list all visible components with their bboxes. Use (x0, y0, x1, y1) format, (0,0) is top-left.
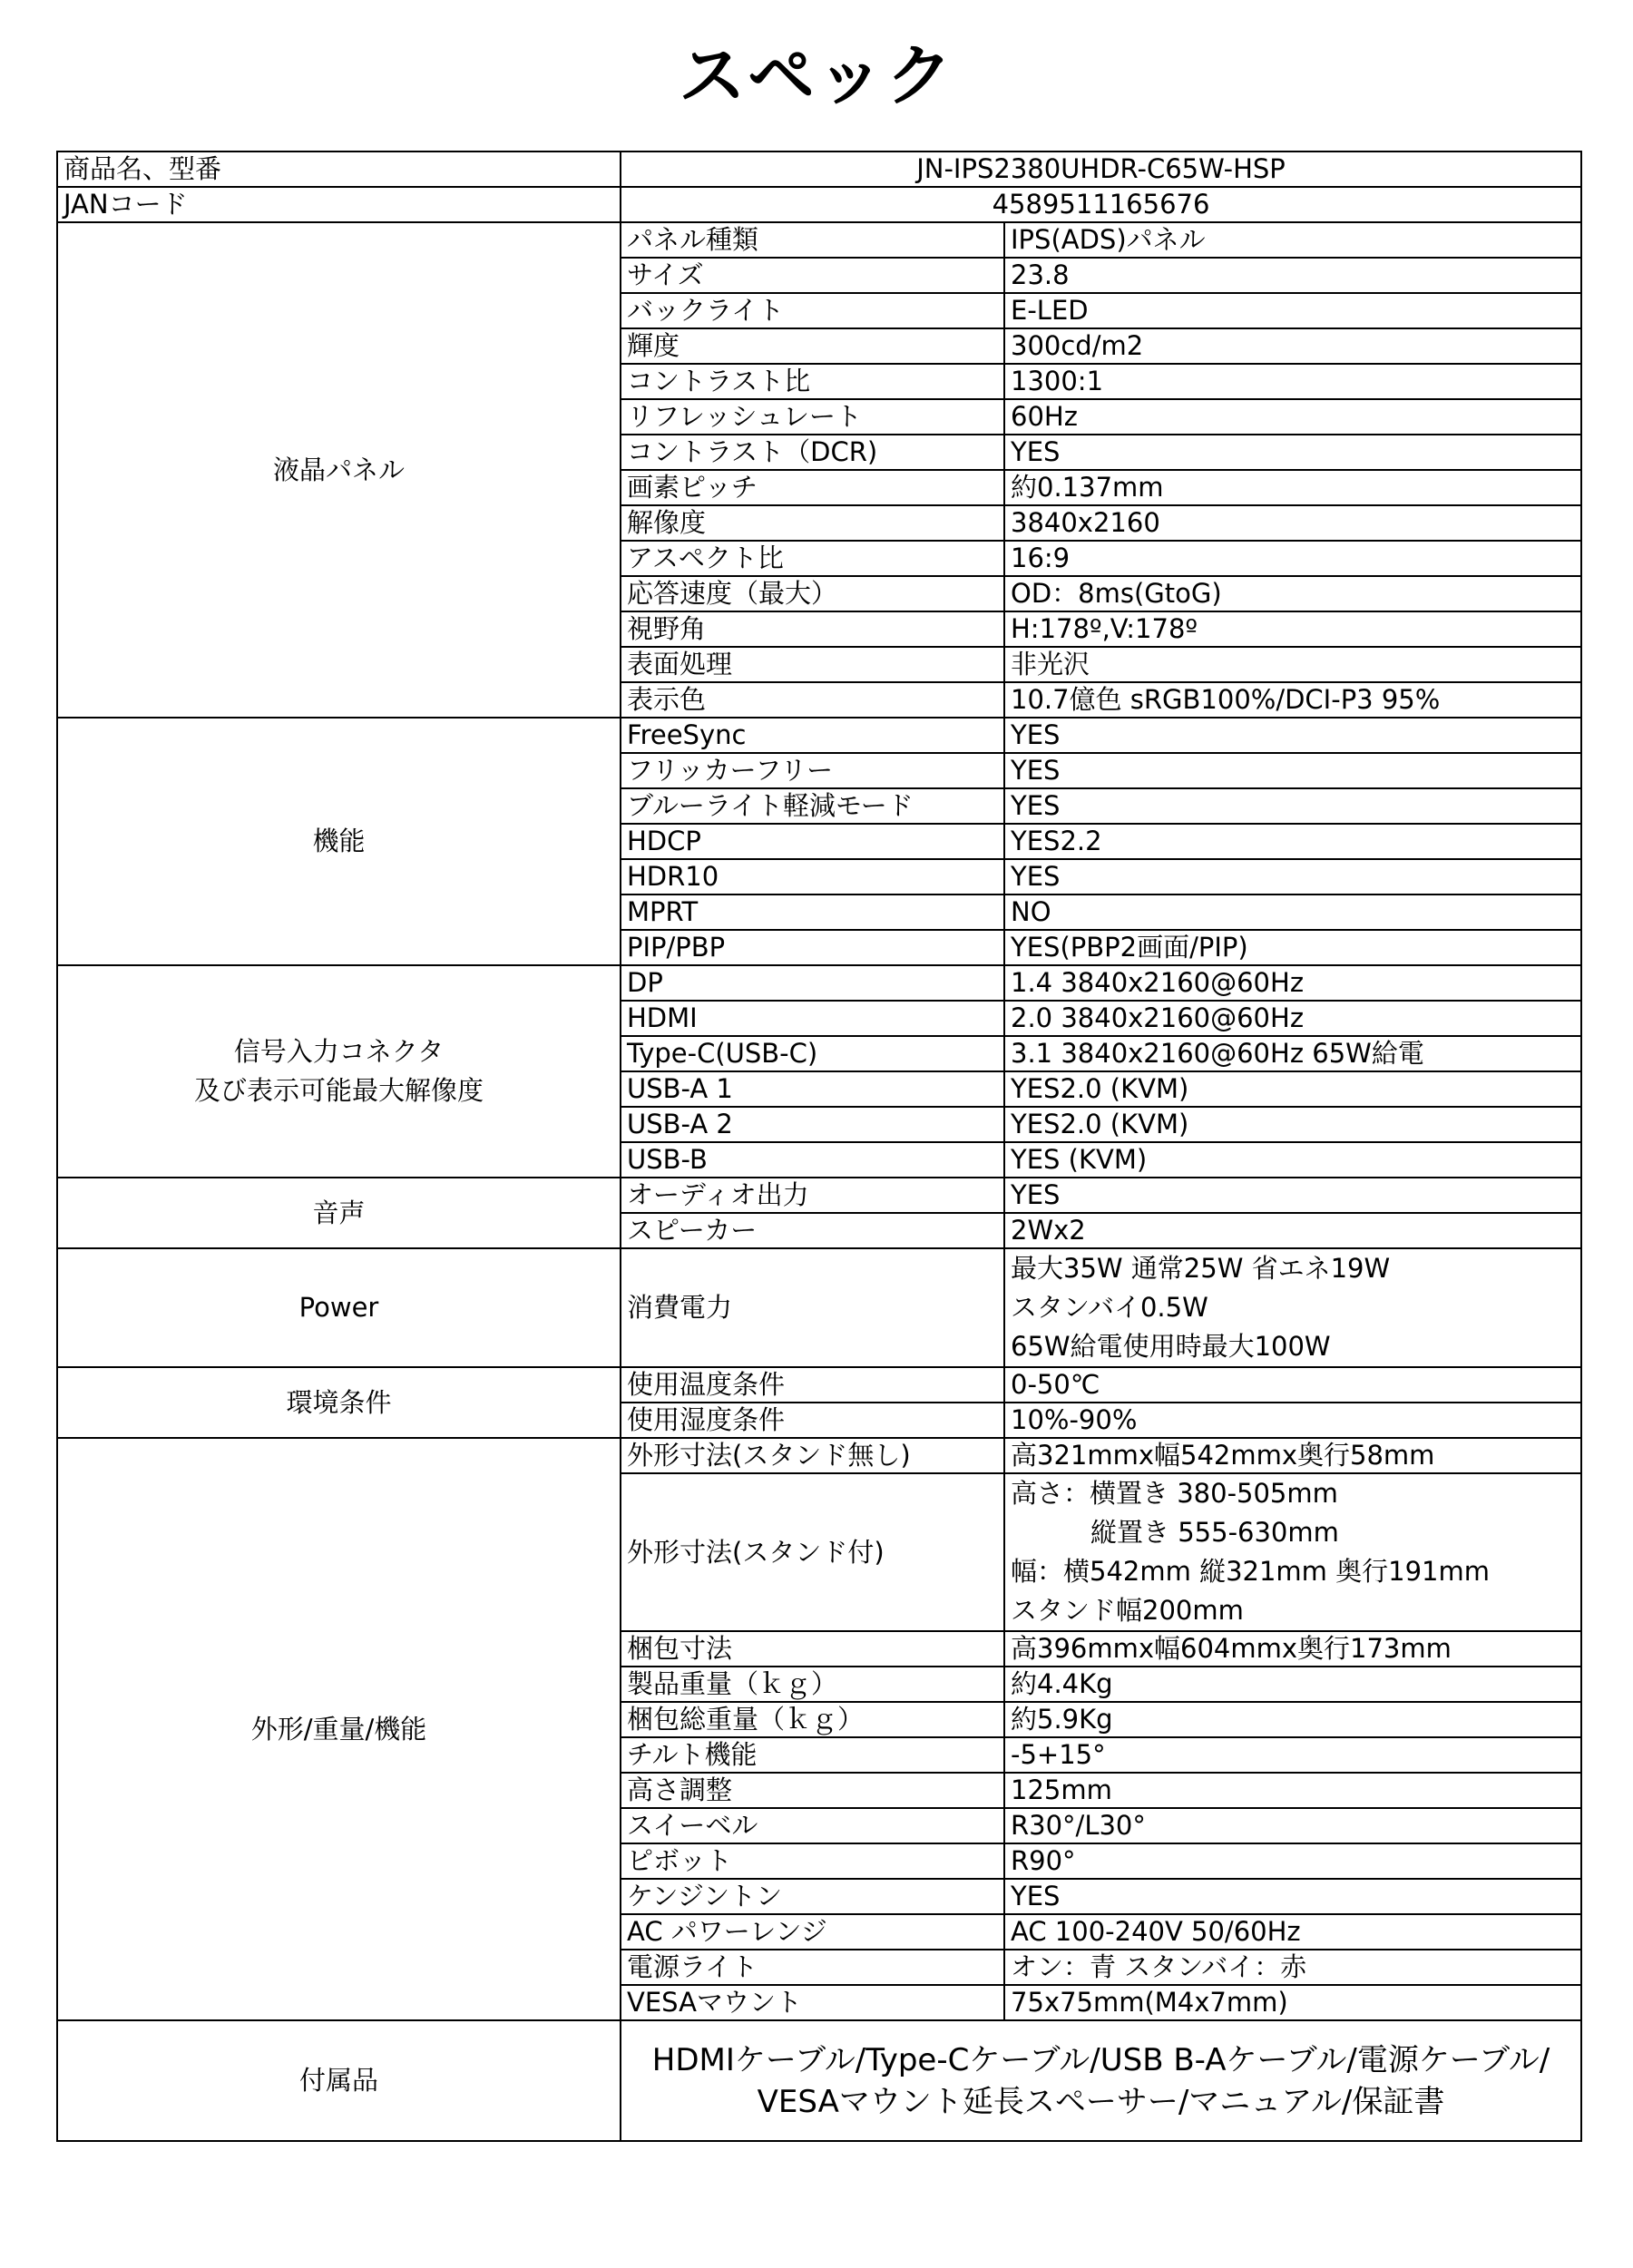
spec-label: 電源ライト (621, 1950, 1004, 1985)
spec-value: YES (1004, 859, 1581, 894)
field-value: 4589511165676 (621, 187, 1581, 222)
spec-label: 視野角 (621, 611, 1004, 647)
spec-label: PIP/PBP (621, 930, 1004, 965)
spec-label: コントラスト（DCR) (621, 435, 1004, 470)
spec-label: 画素ピッチ (621, 470, 1004, 505)
spec-label: MPRT (621, 894, 1004, 930)
category-label: 外形/重量/機能 (57, 1438, 621, 2020)
spec-value: NO (1004, 894, 1581, 930)
spec-value: 高396mmx幅604mmx奥行173mm (1004, 1631, 1581, 1667)
spec-value: YES (1004, 788, 1581, 824)
spec-label: HDMI (621, 1001, 1004, 1036)
spec-table (56, 151, 1582, 2142)
spec-label: 応答速度（最大） (621, 576, 1004, 611)
spec-value: 高321mmx幅542mmx奥行58mm (1004, 1438, 1581, 1473)
spec-value: 10%-90% (1004, 1403, 1581, 1438)
spec-value: OD：8ms(GtoG) (1004, 576, 1581, 611)
spec-label: バックライト (621, 293, 1004, 328)
spec-label: DP (621, 965, 1004, 1001)
spec-label: オーディオ出力 (621, 1178, 1004, 1213)
spec-value (1004, 1473, 1581, 1631)
table-row (57, 1438, 1581, 1473)
spec-value: YES (1004, 753, 1581, 788)
spec-value: 0-50℃ (1004, 1367, 1581, 1403)
spec-value: YES (KVM) (1004, 1142, 1581, 1178)
page-title: スペック (679, 37, 954, 115)
spec-value: IPS(ADS)パネル (1004, 222, 1581, 258)
spec-value: 60Hz (1004, 399, 1581, 435)
spec-label: 使用温度条件 (621, 1367, 1004, 1403)
table-row (57, 222, 1581, 258)
spec-value: 23.8 (1004, 258, 1581, 293)
spec-value-line: スタンド幅200mm (1011, 1595, 1244, 1626)
spec-label: コントラスト比 (621, 364, 1004, 399)
spec-value: 2Wx2 (1004, 1213, 1581, 1248)
category-label: 機能 (57, 718, 621, 965)
spec-label: Type-C(USB-C) (621, 1036, 1004, 1071)
spec-value: 非光沢 (1004, 647, 1581, 682)
spec-label: ケンジントン (621, 1879, 1004, 1914)
spec-label: HDCP (621, 824, 1004, 859)
spec-label: アスペクト比 (621, 541, 1004, 576)
category-label: 音声 (57, 1178, 621, 1248)
table-row (57, 187, 1581, 222)
category-label-line: 及び表示可能最大解像度 (193, 1075, 484, 1106)
spec-label: 外形寸法(スタンド付) (621, 1473, 1004, 1631)
spec-label: 高さ調整 (621, 1773, 1004, 1808)
spec-label: USB-B (621, 1142, 1004, 1178)
table-row (57, 718, 1581, 753)
spec-value: YES (1004, 718, 1581, 753)
spec-value: 75x75mm(M4x7mm) (1004, 1985, 1581, 2020)
spec-label: スピーカー (621, 1213, 1004, 1248)
spec-value: 約0.137mm (1004, 470, 1581, 505)
spec-label: スイーベル (621, 1808, 1004, 1843)
spec-value-line: 65W給電使用時最大100W (1011, 1331, 1331, 1362)
spec-value: 125mm (1004, 1773, 1581, 1808)
spec-value: YES2.2 (1004, 824, 1581, 859)
spec-value: 300cd/m2 (1004, 328, 1581, 364)
spec-label: リフレッシュレート (621, 399, 1004, 435)
table-row (57, 152, 1581, 187)
spec-label: サイズ (621, 258, 1004, 293)
spec-value: H:178º,V:178º (1004, 611, 1581, 647)
spec-value: E-LED (1004, 293, 1581, 328)
spec-value: YES(PBP2画面/PIP) (1004, 930, 1581, 965)
spec-value: 1.4 3840x2160@60Hz (1004, 965, 1581, 1001)
table-row (57, 2020, 1581, 2141)
table-row (57, 965, 1581, 1001)
spec-label: フリッカーフリー (621, 753, 1004, 788)
spec-value: YES (1004, 1879, 1581, 1914)
spec-value-line: 高さ：横置き 380-505mm (1011, 1478, 1338, 1509)
spec-value-line: スタンバイ0.5W (1011, 1292, 1208, 1323)
spec-value: R90° (1004, 1843, 1581, 1879)
spec-value: AC 100-240V 50/60Hz (1004, 1914, 1581, 1950)
spec-value: 約4.4Kg (1004, 1667, 1581, 1702)
table-row (57, 1248, 1581, 1367)
spec-value-line: 幅：横542mm 縦321mm 奥行191mm (1011, 1556, 1490, 1587)
table-row (57, 1367, 1581, 1403)
spec-label: USB-A 2 (621, 1107, 1004, 1142)
spec-label: 梱包寸法 (621, 1631, 1004, 1667)
spec-value: R30°/L30° (1004, 1808, 1581, 1843)
spec-value (1004, 1248, 1581, 1367)
field-label: 商品名、型番 (57, 152, 621, 187)
spec-label: 外形寸法(スタンド無し) (621, 1438, 1004, 1473)
spec-value-line: 最大35W 通常25W 省エネ19W (1011, 1253, 1391, 1284)
spec-value: 3840x2160 (1004, 505, 1581, 541)
category-label (57, 965, 621, 1178)
spec-label: 表面処理 (621, 647, 1004, 682)
spec-table-body (57, 152, 1581, 2141)
spec-label: FreeSync (621, 718, 1004, 753)
spec-label: 解像度 (621, 505, 1004, 541)
spec-value: オン：青 スタンバイ：赤 (1004, 1950, 1581, 1985)
spec-label: 製品重量（ｋｇ） (621, 1667, 1004, 1702)
spec-value: YES2.0 (KVM) (1004, 1107, 1581, 1142)
spec-value: 2.0 3840x2160@60Hz (1004, 1001, 1581, 1036)
category-label-line: 信号入力コネクタ (233, 1036, 445, 1067)
spec-label: チルト機能 (621, 1737, 1004, 1773)
spec-value: 16:9 (1004, 541, 1581, 576)
spec-value: YES (1004, 435, 1581, 470)
spec-value: 3.1 3840x2160@60Hz 65W給電 (1004, 1036, 1581, 1071)
spec-label: ピボット (621, 1843, 1004, 1879)
spec-label: 使用湿度条件 (621, 1403, 1004, 1438)
spec-label: 梱包総重量（ｋｇ） (621, 1702, 1004, 1737)
spec-label: 表示色 (621, 682, 1004, 718)
category-label: 液晶パネル (57, 222, 621, 718)
table-row (57, 1178, 1581, 1213)
spec-label: AC パワーレンジ (621, 1914, 1004, 1950)
category-label: Power (57, 1248, 621, 1367)
spec-value: YES (1004, 1178, 1581, 1213)
category-label: 環境条件 (57, 1367, 621, 1438)
spec-value: YES2.0 (KVM) (1004, 1071, 1581, 1107)
spec-label: HDR10 (621, 859, 1004, 894)
accessories-value-line: HDMIケーブル/Type-Cケーブル/USB B-Aケーブル/電源ケーブル/ (651, 2041, 1550, 2078)
field-label: JANコード (57, 187, 621, 222)
category-label: 付属品 (57, 2020, 621, 2141)
spec-value: 約5.9Kg (1004, 1702, 1581, 1737)
spec-label: USB-A 1 (621, 1071, 1004, 1107)
field-value: JN-IPS2380UHDR-C65W-HSP (621, 152, 1581, 187)
accessories-value (621, 2020, 1581, 2141)
spec-label: VESAマウント (621, 1985, 1004, 2020)
spec-value: 10.7億色 sRGB100%/DCI-P3 95% (1004, 682, 1581, 718)
spec-label: ブルーライト軽減モード (621, 788, 1004, 824)
accessories-value-line: VESAマウント延長スペーサー/マニュアル/保証書 (757, 2083, 1445, 2120)
spec-value-line: 縦置き 555-630mm (1090, 1517, 1339, 1548)
spec-value: -5+15° (1004, 1737, 1581, 1773)
spec-value: 1300:1 (1004, 364, 1581, 399)
spec-label: 消費電力 (621, 1248, 1004, 1367)
spec-label: パネル種類 (621, 222, 1004, 258)
spec-label: 輝度 (621, 328, 1004, 364)
